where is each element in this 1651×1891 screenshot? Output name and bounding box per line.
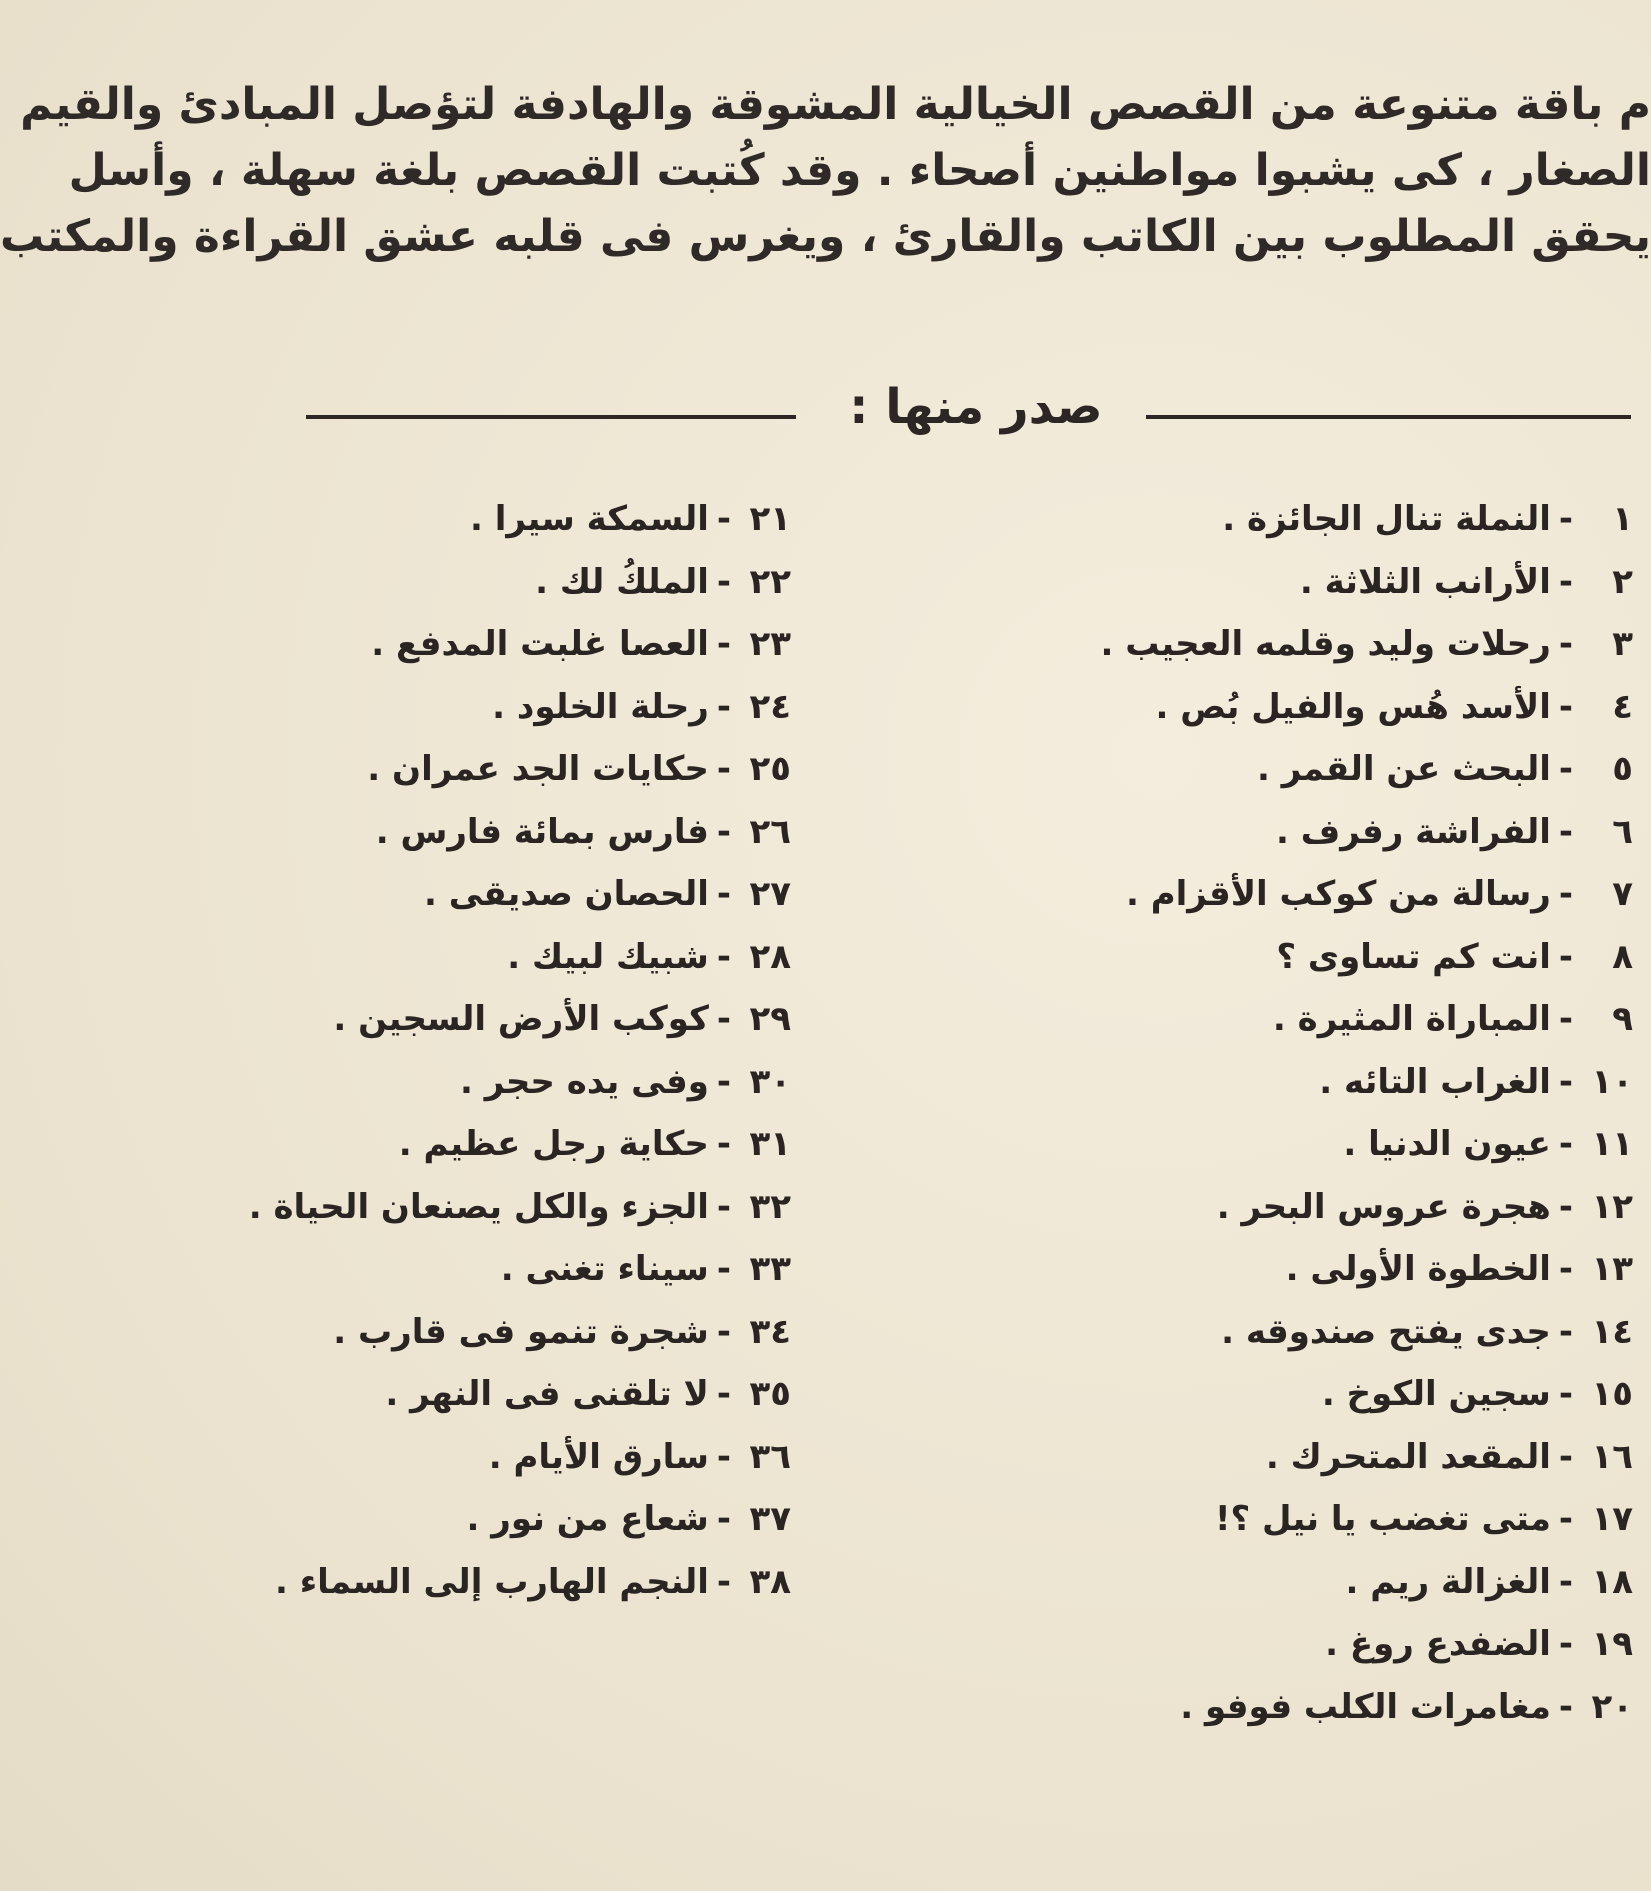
item-number: ٣٥ [749, 1374, 791, 1414]
item-number: ٢٦ [749, 811, 791, 852]
intro-line-3: يحقق المطلوب بين الكاتب والقارئ ، ويغرس فى قلبه عشق القراءة والمكتب [0, 211, 1651, 262]
item-separator: - [1558, 1374, 1573, 1414]
list-item [191, 613, 791, 676]
item-separator: - [716, 1436, 731, 1477]
titles-list-left [191, 488, 791, 1613]
item-separator: - [1558, 561, 1573, 602]
list-item [191, 1363, 791, 1426]
item-number: ٧ [1612, 874, 1633, 914]
item-separator: - [716, 874, 731, 914]
item-number: ٣٣ [749, 1249, 791, 1289]
item-title: البحث عن القمر . [1256, 749, 1551, 789]
item-title: الغزالة ريم . [1345, 1561, 1551, 1602]
heading-rule-left [306, 415, 796, 419]
item-title: لا تلقنى فى النهر . [385, 1374, 709, 1414]
item-separator: - [1558, 1624, 1573, 1664]
list-item [1073, 551, 1633, 614]
item-separator: - [1558, 1686, 1573, 1727]
list-item [191, 488, 791, 551]
list-item [1073, 801, 1633, 864]
item-number: ١٣ [1591, 1249, 1633, 1289]
list-item [191, 1113, 791, 1176]
item-number: ١٤ [1591, 1311, 1633, 1352]
list-item [1073, 1051, 1633, 1114]
item-number: ٢٠ [1591, 1686, 1633, 1727]
item-number: ٢٧ [749, 874, 791, 914]
titles-list-right [1073, 488, 1633, 1738]
item-title: الحصان صديقى . [423, 874, 709, 914]
item-number: ١٦ [1591, 1436, 1633, 1477]
item-number: ٣٧ [749, 1499, 791, 1539]
item-number: ٩ [1612, 999, 1633, 1039]
item-title: فارس بمائة فارس . [375, 811, 709, 852]
item-number: ١٢ [1591, 1186, 1633, 1227]
list-item [1073, 738, 1633, 801]
item-title: الجزء والكل يصنعان الحياة . [248, 1186, 709, 1227]
list-item [191, 1426, 791, 1489]
list-item [191, 738, 791, 801]
item-separator: - [1558, 1311, 1573, 1352]
list-item [1073, 613, 1633, 676]
list-item [191, 1301, 791, 1364]
item-separator: - [1558, 811, 1573, 852]
item-number: ١ [1612, 499, 1633, 539]
item-title: سيناء تغنى . [500, 1249, 709, 1289]
item-separator: - [716, 1499, 731, 1539]
item-title: السمكة سيرا . [469, 499, 709, 539]
item-title: الملكُ لك . [535, 561, 709, 602]
item-title: شجرة تنمو فى قارب . [333, 1311, 709, 1352]
item-title: سجين الكوخ . [1321, 1374, 1551, 1414]
item-number: ٨ [1612, 936, 1633, 977]
item-separator: - [716, 561, 731, 602]
item-separator: - [716, 1186, 731, 1227]
item-number: ٣٤ [749, 1311, 791, 1352]
item-title: حكايات الجد عمران . [367, 749, 709, 789]
list-item [1073, 1238, 1633, 1301]
list-item [191, 988, 791, 1051]
list-item [191, 801, 791, 864]
list-item [1073, 1613, 1633, 1676]
item-number: ١٨ [1591, 1561, 1633, 1602]
list-item [191, 676, 791, 739]
item-title: متى تغضب يا نيل ؟! [1214, 1499, 1551, 1539]
list-item [1073, 488, 1633, 551]
item-number: ١٥ [1591, 1374, 1633, 1414]
list-item [191, 1488, 791, 1551]
item-title: النجم الهارب إلى السماء . [274, 1561, 709, 1602]
item-number: ٢٤ [749, 686, 791, 727]
item-separator: - [1558, 1186, 1573, 1227]
item-number: ٣ [1612, 624, 1633, 664]
item-number: ١٧ [1591, 1499, 1633, 1539]
list-item [1073, 1301, 1633, 1364]
item-title: الأسد هُس والفيل بُص . [1155, 686, 1551, 727]
item-number: ١٠ [1591, 1061, 1633, 1102]
item-number: ١٩ [1591, 1624, 1633, 1664]
list-item [1073, 926, 1633, 989]
item-number: ٤ [1612, 686, 1633, 727]
item-title: سارق الأيام . [488, 1436, 709, 1477]
item-title: رحلات وليد وقلمه العجيب . [1100, 624, 1551, 664]
item-separator: - [716, 1061, 731, 1102]
item-separator: - [716, 686, 731, 727]
section-heading-row [306, 375, 1631, 445]
item-title: النملة تنال الجائزة . [1222, 499, 1551, 539]
item-separator: - [1558, 999, 1573, 1039]
intro-line-2: الصغار ، كى يشبوا مواطنين أصحاء . وقد كُتبت القصص بلغة سهلة ، وأسل [68, 145, 1651, 196]
item-separator: - [716, 749, 731, 789]
item-separator: - [1558, 686, 1573, 727]
item-number: ٢٣ [749, 624, 791, 664]
list-item [1073, 1551, 1633, 1614]
item-title: الأرانب الثلاثة . [1299, 561, 1551, 602]
list-item [1073, 1426, 1633, 1489]
item-number: ٢١ [749, 499, 791, 539]
item-separator: - [716, 1311, 731, 1352]
item-separator: - [1558, 1124, 1573, 1164]
item-title: حكاية رجل عظيم . [398, 1124, 709, 1164]
item-separator: - [716, 1561, 731, 1602]
item-separator: - [1558, 1561, 1573, 1602]
list-item [1073, 863, 1633, 926]
item-title: وفى يده حجر . [460, 1061, 709, 1102]
item-title: جدى يفتح صندوقه . [1221, 1311, 1551, 1352]
list-item [1073, 1113, 1633, 1176]
item-title: شبيك لبيك . [507, 936, 709, 977]
item-number: ٢٢ [749, 561, 791, 602]
list-item [191, 1238, 791, 1301]
list-item [191, 926, 791, 989]
item-number: ٢ [1612, 561, 1633, 602]
list-item [191, 863, 791, 926]
item-separator: - [716, 999, 731, 1039]
list-item [1073, 1488, 1633, 1551]
item-separator: - [716, 499, 731, 539]
item-number: ٣٦ [749, 1436, 791, 1477]
list-item [1073, 988, 1633, 1051]
list-item [191, 1176, 791, 1239]
item-title: المباراة المثيرة . [1272, 999, 1551, 1039]
item-title: المقعد المتحرك . [1265, 1436, 1551, 1477]
intro-line-1: م باقة متنوعة من القصص الخيالية المشوقة والهادفة لتؤصل المبادئ والقيم [20, 79, 1651, 130]
item-separator: - [716, 811, 731, 852]
item-separator: - [716, 936, 731, 977]
item-title: انت كم تساوى ؟ [1276, 936, 1551, 977]
list-item [191, 1051, 791, 1114]
item-title: كوكب الأرض السجين . [333, 999, 709, 1039]
item-title: مغامرات الكلب فوفو . [1180, 1686, 1551, 1727]
item-number: ٢٩ [749, 999, 791, 1039]
item-title: الضفدع روغ . [1325, 1624, 1551, 1664]
item-separator: - [1558, 624, 1573, 664]
item-separator: - [716, 1124, 731, 1164]
list-item [191, 1551, 791, 1614]
item-separator: - [1558, 1436, 1573, 1477]
item-number: ٣١ [749, 1124, 791, 1164]
item-number: ٦ [1612, 811, 1633, 852]
heading-rule-right [1146, 415, 1631, 419]
item-number: ٣٠ [749, 1061, 791, 1102]
item-number: ٢٥ [749, 749, 791, 789]
item-separator: - [1558, 874, 1573, 914]
section-heading: صدر منها : [849, 379, 1103, 435]
item-title: الفراشة رفرف . [1276, 811, 1551, 852]
item-title: العصا غلبت المدفع . [371, 624, 709, 664]
list-item [1073, 1176, 1633, 1239]
item-number: ٣٢ [749, 1186, 791, 1227]
item-separator: - [1558, 1499, 1573, 1539]
item-separator: - [1558, 936, 1573, 977]
item-separator: - [716, 1374, 731, 1414]
item-title: هجرة عروس البحر . [1216, 1186, 1551, 1227]
list-item [191, 551, 791, 614]
item-separator: - [716, 1249, 731, 1289]
item-title: رحلة الخلود . [492, 686, 709, 727]
item-separator: - [1558, 1061, 1573, 1102]
item-separator: - [1558, 499, 1573, 539]
item-number: ٢٨ [749, 936, 791, 977]
list-item [1073, 1676, 1633, 1739]
item-title: الخطوة الأولى . [1285, 1249, 1551, 1289]
item-title: رسالة من كوكب الأقزام . [1125, 874, 1551, 914]
item-separator: - [1558, 1249, 1573, 1289]
list-item [1073, 1363, 1633, 1426]
item-separator: - [716, 624, 731, 664]
list-item [1073, 676, 1633, 739]
item-title: عيون الدنيا . [1343, 1124, 1551, 1164]
item-title: الغراب التائه . [1319, 1061, 1551, 1102]
item-title: شعاع من نور . [466, 1499, 709, 1539]
item-number: ٣٨ [749, 1561, 791, 1602]
item-number: ١١ [1591, 1124, 1633, 1164]
item-separator: - [1558, 749, 1573, 789]
intro-paragraph [0, 72, 1651, 270]
item-number: ٥ [1612, 749, 1633, 789]
